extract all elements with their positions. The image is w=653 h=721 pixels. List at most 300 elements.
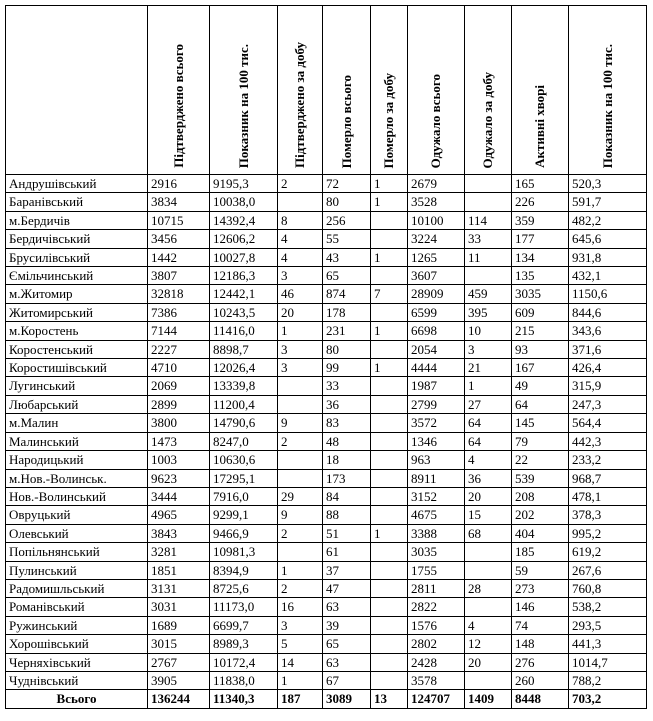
table-cell: 1 bbox=[371, 322, 408, 340]
table-cell: 74 bbox=[512, 616, 569, 634]
table-row bbox=[6, 616, 647, 634]
table-cell: 482,2 bbox=[569, 211, 647, 229]
table-header bbox=[6, 6, 647, 175]
table-row bbox=[6, 469, 647, 487]
district-name: Коростишівський bbox=[6, 359, 148, 377]
table-cell: 12186,3 bbox=[210, 267, 278, 285]
table-cell: 1150,6 bbox=[569, 285, 647, 303]
table-cell bbox=[278, 543, 323, 561]
table-cell: 645,6 bbox=[569, 230, 647, 248]
header-row bbox=[6, 6, 647, 175]
table-cell: 16 bbox=[278, 598, 323, 616]
table-cell: 80 bbox=[323, 340, 371, 358]
table-cell: 2899 bbox=[148, 395, 210, 413]
table-cell: 5 bbox=[278, 635, 323, 653]
table-cell bbox=[465, 543, 512, 561]
table-cell bbox=[465, 267, 512, 285]
table-cell: 7 bbox=[371, 285, 408, 303]
table-cell: 432,1 bbox=[569, 267, 647, 285]
table-cell: 72 bbox=[323, 175, 371, 193]
table-cell: 64 bbox=[465, 432, 512, 450]
table-cell: 63 bbox=[323, 653, 371, 671]
table-row bbox=[6, 451, 647, 469]
table-cell: 10243,5 bbox=[210, 303, 278, 321]
table-cell: 28909 bbox=[408, 285, 465, 303]
table-cell: 37 bbox=[323, 561, 371, 579]
header-district bbox=[6, 6, 148, 175]
total-cell: 13 bbox=[371, 690, 408, 709]
district-name: Житомирський bbox=[6, 303, 148, 321]
table-cell bbox=[465, 175, 512, 193]
table-cell: 12606,2 bbox=[210, 230, 278, 248]
table-cell bbox=[371, 561, 408, 579]
table-row bbox=[6, 561, 647, 579]
table-cell: 760,8 bbox=[569, 579, 647, 597]
district-name: Романівський bbox=[6, 598, 148, 616]
table-cell: 343,6 bbox=[569, 322, 647, 340]
table-cell: 1 bbox=[371, 175, 408, 193]
district-name: Коростенський bbox=[6, 340, 148, 358]
table-cell: 4 bbox=[465, 616, 512, 634]
table-cell: 99 bbox=[323, 359, 371, 377]
district-name: Народицький bbox=[6, 451, 148, 469]
table-cell: 2 bbox=[278, 175, 323, 193]
table-cell: 215 bbox=[512, 322, 569, 340]
district-name: Андрушівський bbox=[6, 175, 148, 193]
table-cell: 8394,9 bbox=[210, 561, 278, 579]
table-cell: 4 bbox=[465, 451, 512, 469]
table-cell: 2916 bbox=[148, 175, 210, 193]
table-cell: 27 bbox=[465, 395, 512, 413]
table-cell bbox=[278, 451, 323, 469]
table-cell: 6599 bbox=[408, 303, 465, 321]
header-col-9 bbox=[569, 6, 647, 175]
covid-stats-table-container bbox=[5, 5, 646, 709]
table-row bbox=[6, 303, 647, 321]
table-cell: 8989,3 bbox=[210, 635, 278, 653]
table-cell: 3607 bbox=[408, 267, 465, 285]
table-cell: 8247,0 bbox=[210, 432, 278, 450]
table-cell: 11 bbox=[465, 248, 512, 266]
table-cell: 14392,4 bbox=[210, 211, 278, 229]
table-cell: 3 bbox=[278, 267, 323, 285]
table-cell bbox=[278, 395, 323, 413]
table-cell: 995,2 bbox=[569, 524, 647, 542]
table-cell: 11838,0 bbox=[210, 671, 278, 689]
header-label: Показник на 100 тис. bbox=[599, 43, 615, 168]
district-name: Любарський bbox=[6, 395, 148, 413]
district-name: Пулинський bbox=[6, 561, 148, 579]
table-cell: 79 bbox=[512, 432, 569, 450]
table-cell: 36 bbox=[323, 395, 371, 413]
table-cell: 47 bbox=[323, 579, 371, 597]
table-cell: 1 bbox=[371, 524, 408, 542]
district-name: Чуднівський bbox=[6, 671, 148, 689]
table-cell bbox=[371, 598, 408, 616]
table-cell bbox=[371, 616, 408, 634]
district-name: Ємільчинський bbox=[6, 267, 148, 285]
table-cell: 538,2 bbox=[569, 598, 647, 616]
district-name: Черняхівський bbox=[6, 653, 148, 671]
table-cell: 3800 bbox=[148, 414, 210, 432]
header-label: Показник на 100 тис. bbox=[235, 43, 251, 168]
table-cell: 2428 bbox=[408, 653, 465, 671]
table-cell: 20 bbox=[465, 653, 512, 671]
table-cell: 33 bbox=[323, 377, 371, 395]
table-row bbox=[6, 211, 647, 229]
table-cell: 520,3 bbox=[569, 175, 647, 193]
table-cell: 10 bbox=[465, 322, 512, 340]
table-cell: 148 bbox=[512, 635, 569, 653]
table-cell: 1851 bbox=[148, 561, 210, 579]
table-cell bbox=[278, 193, 323, 211]
table-cell: 165 bbox=[512, 175, 569, 193]
table-cell: 2069 bbox=[148, 377, 210, 395]
header-label: Померло всього bbox=[338, 74, 354, 168]
district-name: м.Нов.-Волинськ. bbox=[6, 469, 148, 487]
table-cell: 9299,1 bbox=[210, 506, 278, 524]
table-row bbox=[6, 653, 647, 671]
table-cell: 13339,8 bbox=[210, 377, 278, 395]
table-cell: 65 bbox=[323, 635, 371, 653]
table-row bbox=[6, 322, 647, 340]
header-label: Померло за добу bbox=[381, 72, 396, 168]
table-cell: 3 bbox=[465, 340, 512, 358]
table-cell: 43 bbox=[323, 248, 371, 266]
table-cell bbox=[465, 598, 512, 616]
district-name: Хорошівський bbox=[6, 635, 148, 653]
table-cell: 9466,9 bbox=[210, 524, 278, 542]
total-cell: 136244 bbox=[148, 690, 210, 709]
table-cell: 6698 bbox=[408, 322, 465, 340]
table-row bbox=[6, 579, 647, 597]
table-cell: 1755 bbox=[408, 561, 465, 579]
table-cell: 2822 bbox=[408, 598, 465, 616]
table-cell: 178 bbox=[323, 303, 371, 321]
table-row bbox=[6, 193, 647, 211]
district-name: Овруцький bbox=[6, 506, 148, 524]
table-cell: 2767 bbox=[148, 653, 210, 671]
table-cell: 478,1 bbox=[569, 487, 647, 505]
total-cell: 3089 bbox=[323, 690, 371, 709]
table-cell: 12 bbox=[465, 635, 512, 653]
district-name: Нов.-Волинський bbox=[6, 487, 148, 505]
total-label: Всього bbox=[6, 690, 148, 709]
table-cell: 3015 bbox=[148, 635, 210, 653]
table-cell: 3528 bbox=[408, 193, 465, 211]
table-cell: 8 bbox=[278, 211, 323, 229]
table-cell: 29 bbox=[278, 487, 323, 505]
table-cell: 426,4 bbox=[569, 359, 647, 377]
district-name: Попільнянський bbox=[6, 543, 148, 561]
table-cell: 9623 bbox=[148, 469, 210, 487]
table-cell: 177 bbox=[512, 230, 569, 248]
table-body bbox=[6, 175, 647, 690]
covid-stats-table bbox=[5, 5, 647, 709]
table-cell: 21 bbox=[465, 359, 512, 377]
table-cell: 11416,0 bbox=[210, 322, 278, 340]
table-cell: 20 bbox=[465, 487, 512, 505]
table-cell: 8898,7 bbox=[210, 340, 278, 358]
table-cell: 1689 bbox=[148, 616, 210, 634]
table-cell: 185 bbox=[512, 543, 569, 561]
table-cell: 6699,7 bbox=[210, 616, 278, 634]
table-cell: 1014,7 bbox=[569, 653, 647, 671]
table-cell: 231 bbox=[323, 322, 371, 340]
table-cell: 9195,3 bbox=[210, 175, 278, 193]
table-row bbox=[6, 506, 647, 524]
district-name: Баранівський bbox=[6, 193, 148, 211]
table-row bbox=[6, 414, 647, 432]
table-cell: 2 bbox=[278, 432, 323, 450]
table-cell: 18 bbox=[323, 451, 371, 469]
table-cell: 17295,1 bbox=[210, 469, 278, 487]
table-cell: 233,2 bbox=[569, 451, 647, 469]
table-cell: 48 bbox=[323, 432, 371, 450]
table-cell bbox=[371, 340, 408, 358]
table-cell: 3834 bbox=[148, 193, 210, 211]
table-row bbox=[6, 340, 647, 358]
table-cell: 2799 bbox=[408, 395, 465, 413]
table-cell: 10630,6 bbox=[210, 451, 278, 469]
table-cell: 134 bbox=[512, 248, 569, 266]
table-cell: 65 bbox=[323, 267, 371, 285]
table-cell: 3035 bbox=[408, 543, 465, 561]
table-cell: 1442 bbox=[148, 248, 210, 266]
table-row bbox=[6, 359, 647, 377]
table-row bbox=[6, 432, 647, 450]
table-cell: 4 bbox=[278, 230, 323, 248]
table-cell: 3444 bbox=[148, 487, 210, 505]
table-cell: 8911 bbox=[408, 469, 465, 487]
table-cell: 1 bbox=[465, 377, 512, 395]
table-cell bbox=[371, 653, 408, 671]
table-row bbox=[6, 230, 647, 248]
table-cell: 4675 bbox=[408, 506, 465, 524]
table-cell: 12026,4 bbox=[210, 359, 278, 377]
table-cell: 8725,6 bbox=[210, 579, 278, 597]
table-cell: 114 bbox=[465, 211, 512, 229]
table-cell bbox=[278, 469, 323, 487]
total-cell: 187 bbox=[278, 690, 323, 709]
table-cell bbox=[371, 377, 408, 395]
table-cell: 68 bbox=[465, 524, 512, 542]
table-cell: 146 bbox=[512, 598, 569, 616]
table-cell: 404 bbox=[512, 524, 569, 542]
table-cell bbox=[371, 635, 408, 653]
table-row bbox=[6, 377, 647, 395]
table-cell: 3807 bbox=[148, 267, 210, 285]
table-cell: 3031 bbox=[148, 598, 210, 616]
table-cell: 267,6 bbox=[569, 561, 647, 579]
table-cell: 3456 bbox=[148, 230, 210, 248]
table-cell: 2054 bbox=[408, 340, 465, 358]
table-cell bbox=[371, 506, 408, 524]
table-cell: 28 bbox=[465, 579, 512, 597]
table-cell: 256 bbox=[323, 211, 371, 229]
header-col-1 bbox=[148, 6, 210, 175]
table-cell: 64 bbox=[512, 395, 569, 413]
table-cell: 49 bbox=[512, 377, 569, 395]
table-cell: 173 bbox=[323, 469, 371, 487]
table-cell: 371,6 bbox=[569, 340, 647, 358]
table-cell: 442,3 bbox=[569, 432, 647, 450]
table-cell: 273 bbox=[512, 579, 569, 597]
table-cell: 11200,4 bbox=[210, 395, 278, 413]
total-cell: 703,2 bbox=[569, 690, 647, 709]
table-cell: 2227 bbox=[148, 340, 210, 358]
table-cell: 20 bbox=[278, 303, 323, 321]
total-cell: 124707 bbox=[408, 690, 465, 709]
table-cell: 4444 bbox=[408, 359, 465, 377]
district-name: Радомишльський bbox=[6, 579, 148, 597]
table-row bbox=[6, 487, 647, 505]
table-cell bbox=[371, 579, 408, 597]
table-cell: 7144 bbox=[148, 322, 210, 340]
table-cell: 395 bbox=[465, 303, 512, 321]
table-cell: 3131 bbox=[148, 579, 210, 597]
table-cell: 3 bbox=[278, 616, 323, 634]
table-cell: 22 bbox=[512, 451, 569, 469]
table-cell: 3 bbox=[278, 359, 323, 377]
table-cell: 4710 bbox=[148, 359, 210, 377]
table-cell: 1473 bbox=[148, 432, 210, 450]
table-cell: 2679 bbox=[408, 175, 465, 193]
table-cell bbox=[371, 303, 408, 321]
district-name: Брусилівський bbox=[6, 248, 148, 266]
table-cell: 9 bbox=[278, 506, 323, 524]
table-cell: 32818 bbox=[148, 285, 210, 303]
table-cell: 874 bbox=[323, 285, 371, 303]
table-cell: 64 bbox=[465, 414, 512, 432]
table-cell: 61 bbox=[323, 543, 371, 561]
table-cell: 55 bbox=[323, 230, 371, 248]
table-cell bbox=[465, 671, 512, 689]
header-col-2 bbox=[210, 6, 278, 175]
total-cell: 1409 bbox=[465, 690, 512, 709]
district-name: м.Коростень bbox=[6, 322, 148, 340]
table-cell: 1346 bbox=[408, 432, 465, 450]
table-row bbox=[6, 543, 647, 561]
table-cell: 3572 bbox=[408, 414, 465, 432]
total-cell: 8448 bbox=[512, 690, 569, 709]
table-cell: 14 bbox=[278, 653, 323, 671]
table-cell: 39 bbox=[323, 616, 371, 634]
table-cell bbox=[465, 193, 512, 211]
header-label: Одужало всього bbox=[428, 73, 443, 168]
table-row bbox=[6, 175, 647, 193]
table-row bbox=[6, 395, 647, 413]
table-cell: 3843 bbox=[148, 524, 210, 542]
table-cell: 83 bbox=[323, 414, 371, 432]
table-cell: 315,9 bbox=[569, 377, 647, 395]
table-cell: 3224 bbox=[408, 230, 465, 248]
table-row bbox=[6, 598, 647, 616]
table-cell: 10172,4 bbox=[210, 653, 278, 671]
table-cell: 135 bbox=[512, 267, 569, 285]
table-cell: 293,5 bbox=[569, 616, 647, 634]
table-cell: 539 bbox=[512, 469, 569, 487]
table-cell bbox=[371, 451, 408, 469]
table-cell: 441,3 bbox=[569, 635, 647, 653]
table-cell: 247,3 bbox=[569, 395, 647, 413]
table-cell: 7916,0 bbox=[210, 487, 278, 505]
table-cell: 591,7 bbox=[569, 193, 647, 211]
header-col-7 bbox=[465, 6, 512, 175]
table-cell: 59 bbox=[512, 561, 569, 579]
table-cell: 10100 bbox=[408, 211, 465, 229]
table-cell: 88 bbox=[323, 506, 371, 524]
table-cell: 3281 bbox=[148, 543, 210, 561]
table-cell: 359 bbox=[512, 211, 569, 229]
table-cell: 3 bbox=[278, 340, 323, 358]
table-row bbox=[6, 635, 647, 653]
table-cell: 7386 bbox=[148, 303, 210, 321]
header-col-8 bbox=[512, 6, 569, 175]
header-col-4 bbox=[323, 6, 371, 175]
table-cell: 3578 bbox=[408, 671, 465, 689]
table-cell: 260 bbox=[512, 671, 569, 689]
table-cell: 1 bbox=[278, 561, 323, 579]
table-cell: 378,3 bbox=[569, 506, 647, 524]
table-cell: 1 bbox=[278, 322, 323, 340]
district-name: м.Житомир bbox=[6, 285, 148, 303]
header-col-6 bbox=[408, 6, 465, 175]
table-cell: 1 bbox=[371, 193, 408, 211]
table-cell: 2802 bbox=[408, 635, 465, 653]
table-cell: 4965 bbox=[148, 506, 210, 524]
table-row bbox=[6, 524, 647, 542]
table-cell: 1987 bbox=[408, 377, 465, 395]
header-label: Підтверджено за добу bbox=[292, 42, 307, 168]
table-cell: 10027,8 bbox=[210, 248, 278, 266]
table-cell bbox=[371, 487, 408, 505]
table-cell: 844,6 bbox=[569, 303, 647, 321]
table-cell: 4 bbox=[278, 248, 323, 266]
table-cell: 3152 bbox=[408, 487, 465, 505]
table-cell: 11173,0 bbox=[210, 598, 278, 616]
table-cell: 1 bbox=[371, 248, 408, 266]
table-cell: 619,2 bbox=[569, 543, 647, 561]
table-cell: 788,2 bbox=[569, 671, 647, 689]
table-row bbox=[6, 248, 647, 266]
table-cell: 2 bbox=[278, 524, 323, 542]
table-cell: 145 bbox=[512, 414, 569, 432]
table-row bbox=[6, 671, 647, 689]
table-cell: 93 bbox=[512, 340, 569, 358]
table-cell: 51 bbox=[323, 524, 371, 542]
table-cell: 968,7 bbox=[569, 469, 647, 487]
table-cell bbox=[371, 267, 408, 285]
table-footer bbox=[6, 690, 647, 709]
table-cell: 2811 bbox=[408, 579, 465, 597]
table-cell: 9 bbox=[278, 414, 323, 432]
district-name: Бердичівський bbox=[6, 230, 148, 248]
header-label: Одужало за добу bbox=[480, 71, 495, 168]
table-cell: 609 bbox=[512, 303, 569, 321]
table-cell: 15 bbox=[465, 506, 512, 524]
table-cell bbox=[371, 469, 408, 487]
district-name: м.Малин bbox=[6, 414, 148, 432]
table-cell: 167 bbox=[512, 359, 569, 377]
header-col-5 bbox=[371, 6, 408, 175]
table-cell: 12442,1 bbox=[210, 285, 278, 303]
table-cell bbox=[371, 395, 408, 413]
table-cell: 202 bbox=[512, 506, 569, 524]
table-cell bbox=[371, 211, 408, 229]
district-name: м.Бердичів bbox=[6, 211, 148, 229]
table-cell: 3388 bbox=[408, 524, 465, 542]
